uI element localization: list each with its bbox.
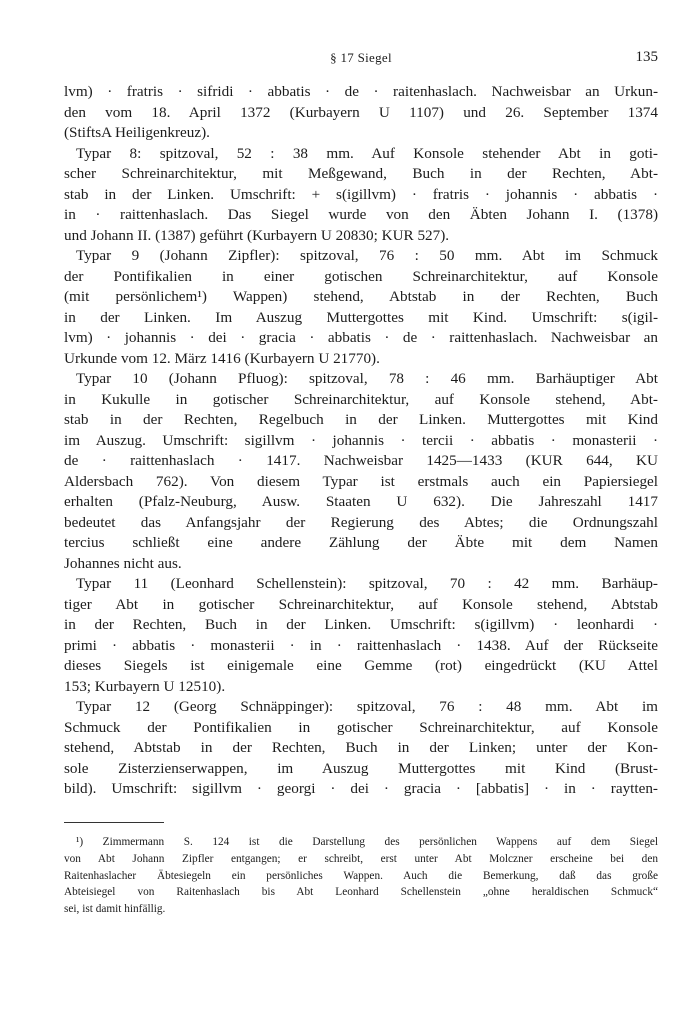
text-line: lvm) · fratris · sifridi · abbatis · de · raitenhaslach. Nachweisbar an Urkun- bbox=[64, 83, 658, 100]
text-line: stab in der Rechten, Regelbuch in der Linken. Muttergottes mit Kind bbox=[64, 411, 658, 428]
section-title: § 17 Siegel bbox=[330, 50, 392, 65]
text-line: dieses Siegels ist einigemale eine Gemme (rot) eingedrückt (KU Attel bbox=[64, 657, 658, 674]
text-line: in · raittenhaslach. Das Siegel wurde von den Äbten Johann I. (1378) bbox=[64, 206, 658, 223]
text-line: Typar 8: spitzoval, 52 : 38 mm. Auf Konsole stehender Abt in goti- bbox=[76, 144, 658, 162]
footnote-line: Abteisiegel von Raitenhaslach bis Abt Leonhard Schellenstein „ohne heraldischen Schmuck“ bbox=[64, 886, 658, 899]
text-line: Typar 9 (Johann Zipfler): spitzoval, 76 : 50 mm. Abt im Schmuck bbox=[76, 247, 658, 264]
footnote-line: ¹) Zimmermann S. 124 ist die Darstellung des persönlichen Wappens auf dem Siegel bbox=[76, 836, 658, 848]
text-line: tercius schließt eine andere Zählung der Äbte mit dem Namen bbox=[64, 534, 658, 551]
text-line: stehend, Abtstab in der Rechten, Buch in der Linken; unter der Kon- bbox=[64, 739, 658, 756]
text-line: de · raittenhaslach · 1417. Nachweisbar 1425—1433 (KUR 644, KU bbox=[64, 452, 658, 469]
text-line: (mit persönlichem¹) Wappen) stehend, Abtstab in der Rechten, Buch bbox=[64, 288, 658, 305]
text-line: Typar 12 (Georg Schnäppinger): spitzoval, 76 : 48 mm. Abt im bbox=[76, 698, 658, 715]
text-line: 153; Kurbayern U 12510). bbox=[64, 677, 226, 695]
text-line: tiger Abt in gotischer Schreinarchitektur, auf Konsole stehend, Abtstab bbox=[64, 595, 658, 613]
text-line: (StiftsA Heiligenkreuz). bbox=[64, 124, 210, 141]
text-line: und Johann II. (1387) geführt (Kurbayern U 20830; KUR 527). bbox=[64, 226, 450, 244]
text-line: primi · abbatis · monasterii · in · raittenhaslach · 1438. Auf der Rückseite bbox=[64, 636, 658, 654]
text-line: im Auszug. Umschrift: sigillvm · johannis · tercii · abbatis · monasterii · bbox=[64, 431, 658, 449]
text-line: sole Zisterzienserwappen, im Auszug Muttergottes mit Kind (Brust- bbox=[64, 759, 658, 777]
footnote-line: sei, ist damit hinfällig. bbox=[64, 903, 166, 916]
page-number: 135 bbox=[635, 49, 658, 65]
footnotes bbox=[64, 834, 658, 918]
footnote-line: Raitenhaslacher Äbtesiegeln ein persönliches Wappen. Auch die Bemerkung, daß das große bbox=[64, 869, 658, 882]
text-line: Typar 11 (Leonhard Schellenstein): spitzoval, 70 : 42 mm. Barhäup- bbox=[76, 575, 658, 592]
text-line: lvm) · johannis · dei · gracia · abbatis · de · raittenhaslach. Nachweisbar an bbox=[64, 329, 658, 346]
text-line: scher Schreinarchitektur, mit Meßgewand, Buch in der Rechten, Abt- bbox=[64, 165, 658, 182]
text-line: Typar 10 (Johann Pfluog): spitzoval, 78 : 46 mm. Barhäuptiger Abt bbox=[76, 370, 658, 387]
footnote-line: von Abt Johann Zipfler entgangen; er schreibt, erst unter Abt Molczner erscheine bei den bbox=[64, 852, 658, 865]
text-line: den vom 18. April 1372 (Kurbayern U 1107) und 26. September 1374 bbox=[64, 103, 658, 121]
text-line: in der Rechten, Buch in der Linken. Umschrift: s(igillvm) · leonhardi · bbox=[64, 616, 658, 633]
text-line: der Pontifikalien in einer gotischen Schreinarchitektur, auf Konsole bbox=[64, 267, 658, 285]
text-line: in Kukulle in gotischer Schreinarchitektur, auf Konsole stehend, Abt- bbox=[64, 390, 658, 408]
body-text bbox=[64, 82, 658, 800]
text-line: erhalten (Pfalz-Neuburg, Ausw. Staaten U 632). Die Jahreszahl 1417 bbox=[64, 493, 658, 510]
text-line: Johannes nicht aus. bbox=[64, 554, 182, 572]
text-line: bedeutet das Anfangsjahr der Regierung des Abtes; die Ordnungszahl bbox=[64, 513, 658, 531]
text-line: stab in der Linken. Umschrift: + s(igillvm) · fratris · johannis · abbatis · bbox=[64, 185, 658, 203]
text-line: Urkunde vom 12. März 1416 (Kurbayern U 21770). bbox=[64, 349, 380, 367]
text-line: in der Linken. Im Auszug Muttergottes mit Kind. Umschrift: s(igil- bbox=[64, 308, 658, 326]
text-line: Schmuck der Pontifikalien in gotischer Schreinarchitektur, auf Konsole bbox=[64, 718, 658, 736]
footnote-divider bbox=[64, 822, 164, 823]
running-header bbox=[64, 50, 658, 72]
text-line: bild). Umschrift: sigillvm · georgi · dei · gracia · [abbatis] · in · raytten- bbox=[64, 780, 658, 797]
text-line: Aldersbach 762). Von diesem Typar ist erstmals auch ein Papiersiegel bbox=[64, 472, 658, 490]
